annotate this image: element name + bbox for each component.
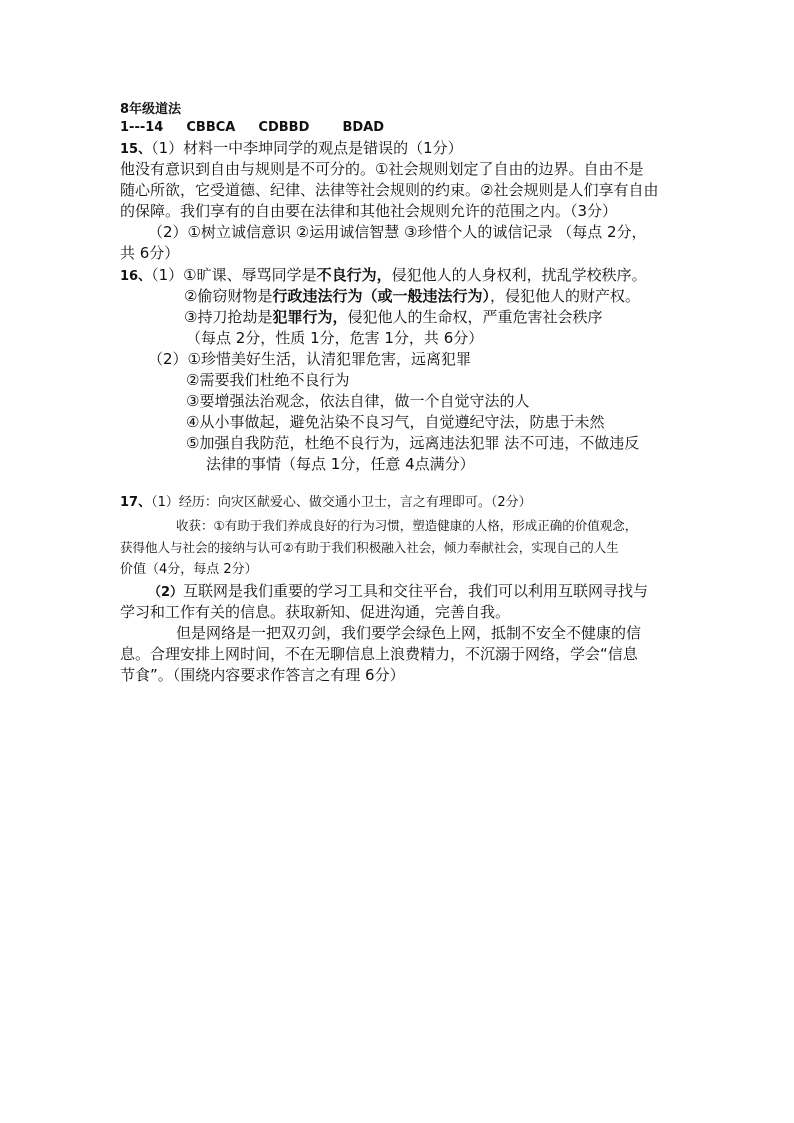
q15-part2-text: ①树立诚信意识 ②运用诚信智慧 ③珍惜个人的诚信记录 （每点 2分， <box>187 223 647 241</box>
q16-part1-note: （每点 2分，性质 1分，危害 1分，共 6分） <box>186 329 484 347</box>
q17-part2-line2: 学习和工作有关的信息。获取新知、促进沟通，完善自我。 <box>120 603 511 621</box>
q16-item2-bold: 行政违法行为（或一般违法行为） <box>272 287 490 305</box>
q16-item2-line <box>184 286 640 306</box>
q17-part2-line1 <box>148 581 648 603</box>
q16-part2-item5: ⑤加强自我防范，杜绝不良行为，远离违法犯罪 法不可违，不做违反 <box>186 434 640 452</box>
q17-part1-experience: 经历：向灾区献爱心、做交通小卫士，言之有理即可。（2分） <box>178 495 532 510</box>
q16-part2-item4: ④从小事做起，避免沾染不良习气，自觉遵纪守法，防患于未然 <box>186 413 605 431</box>
q16-part2-item1: ①珍惜美好生活，认清犯罪危害，远离犯罪 <box>187 350 471 368</box>
q17-part2-line5: 节食”。（围绕内容要求作答言之有理 6分） <box>120 666 405 684</box>
mc-group-1: CBBCA <box>186 120 236 135</box>
q16-item1-pre: ①旷课、辱骂同学是 <box>183 266 317 284</box>
q16-item3-post: 侵犯他人的生命权，严重危害社会秩序 <box>347 308 603 326</box>
mc-answers <box>120 118 384 138</box>
q17-part1-line2: 收获：①有助于我们养成良好的行为习惯，塑造健康的人格，形成正确的价值观念， <box>176 518 638 533</box>
q15-part1-line1: 他没有意识到自由与规则是不可分的。①社会规则划定了自由的边界。自由不是 <box>120 160 644 178</box>
mc-range: 1---14 <box>120 120 164 135</box>
q17-part1-line4: 价值（4分，每点 2分） <box>120 562 258 577</box>
q17-part1-mark: （1） <box>151 495 179 510</box>
q16-item1-post: 侵犯他人的人身权利，扰乱学校秩序。 <box>391 266 647 284</box>
q15-number: 15、 <box>120 142 152 157</box>
q16-item1-line <box>120 265 647 287</box>
q17-part2-mark: （2） <box>148 585 184 600</box>
q16-part1-mark: （1） <box>151 266 184 284</box>
q17-number: 17、 <box>120 495 152 510</box>
q17-part2-text1: 互联网是我们重要的学习工具和交往平台，我们可以利用互联网寻找与 <box>183 582 649 600</box>
q16-part2-item3: ③要增强法治观念，依法自律，做一个自觉守法的人 <box>186 392 530 410</box>
q16-item3-bold: 犯罪行为， <box>272 308 348 326</box>
q16-part2-item2: ②需要我们杜绝不良行为 <box>186 371 350 389</box>
q16-item3-line <box>184 307 602 327</box>
q16-number: 16、 <box>120 269 152 284</box>
q15-part1-line3: 的保障。我们享有的自由要在法律和其他社会规则允许的范围之内。（3分） <box>120 202 618 220</box>
q16-item2-pre: ②偷窃财物是 <box>184 287 273 305</box>
q15-part1-title-line <box>120 138 463 160</box>
q15-part2-line2: 共 6分） <box>120 244 180 262</box>
q15-part1-title: 材料一中李坤同学的观点是错误的（1分） <box>183 139 463 157</box>
page-title: 8年级道法 <box>120 102 182 117</box>
mc-group-2: CDBBD <box>258 120 310 135</box>
q16-item2-post: ，侵犯他人的财产权。 <box>489 287 640 305</box>
q16-part2-mark: （2） <box>148 350 188 368</box>
q16-part2-line1 <box>148 349 471 369</box>
q16-item1-bold: 不良行为， <box>316 266 392 284</box>
q16-part2-item5-cont: 法律的事情（每点 1分，任意 4点满分） <box>206 455 475 473</box>
q15-part1-mark: （1） <box>151 139 184 157</box>
q17-part2-line3: 但是网络是一把双刃剑，我们要学会绿色上网，抵制不安全不健康的信 <box>176 624 642 642</box>
q15-part1-line2: 随心所欲，它受道德、纪律、法律等社会规则的约束。②社会规则是人们享有自由 <box>120 181 659 199</box>
q16-item3-pre: ③持刀抢劫是 <box>184 308 273 326</box>
q17-part1-line1 <box>120 493 532 513</box>
q17-part1-line3: 获得他人与社会的接纳与认可②有助于我们积极融入社会，倾力奉献社会，实现自己的人生 <box>120 540 619 555</box>
q15-part2-mark: （2） <box>148 223 188 241</box>
mc-group-3: BDAD <box>342 120 384 135</box>
q15-part2-line1 <box>148 222 647 242</box>
q17-part2-line4: 息。合理安排上网时间，不在无聊信息上浪费精力，不沉溺于网络，学会“信息 <box>120 645 638 663</box>
